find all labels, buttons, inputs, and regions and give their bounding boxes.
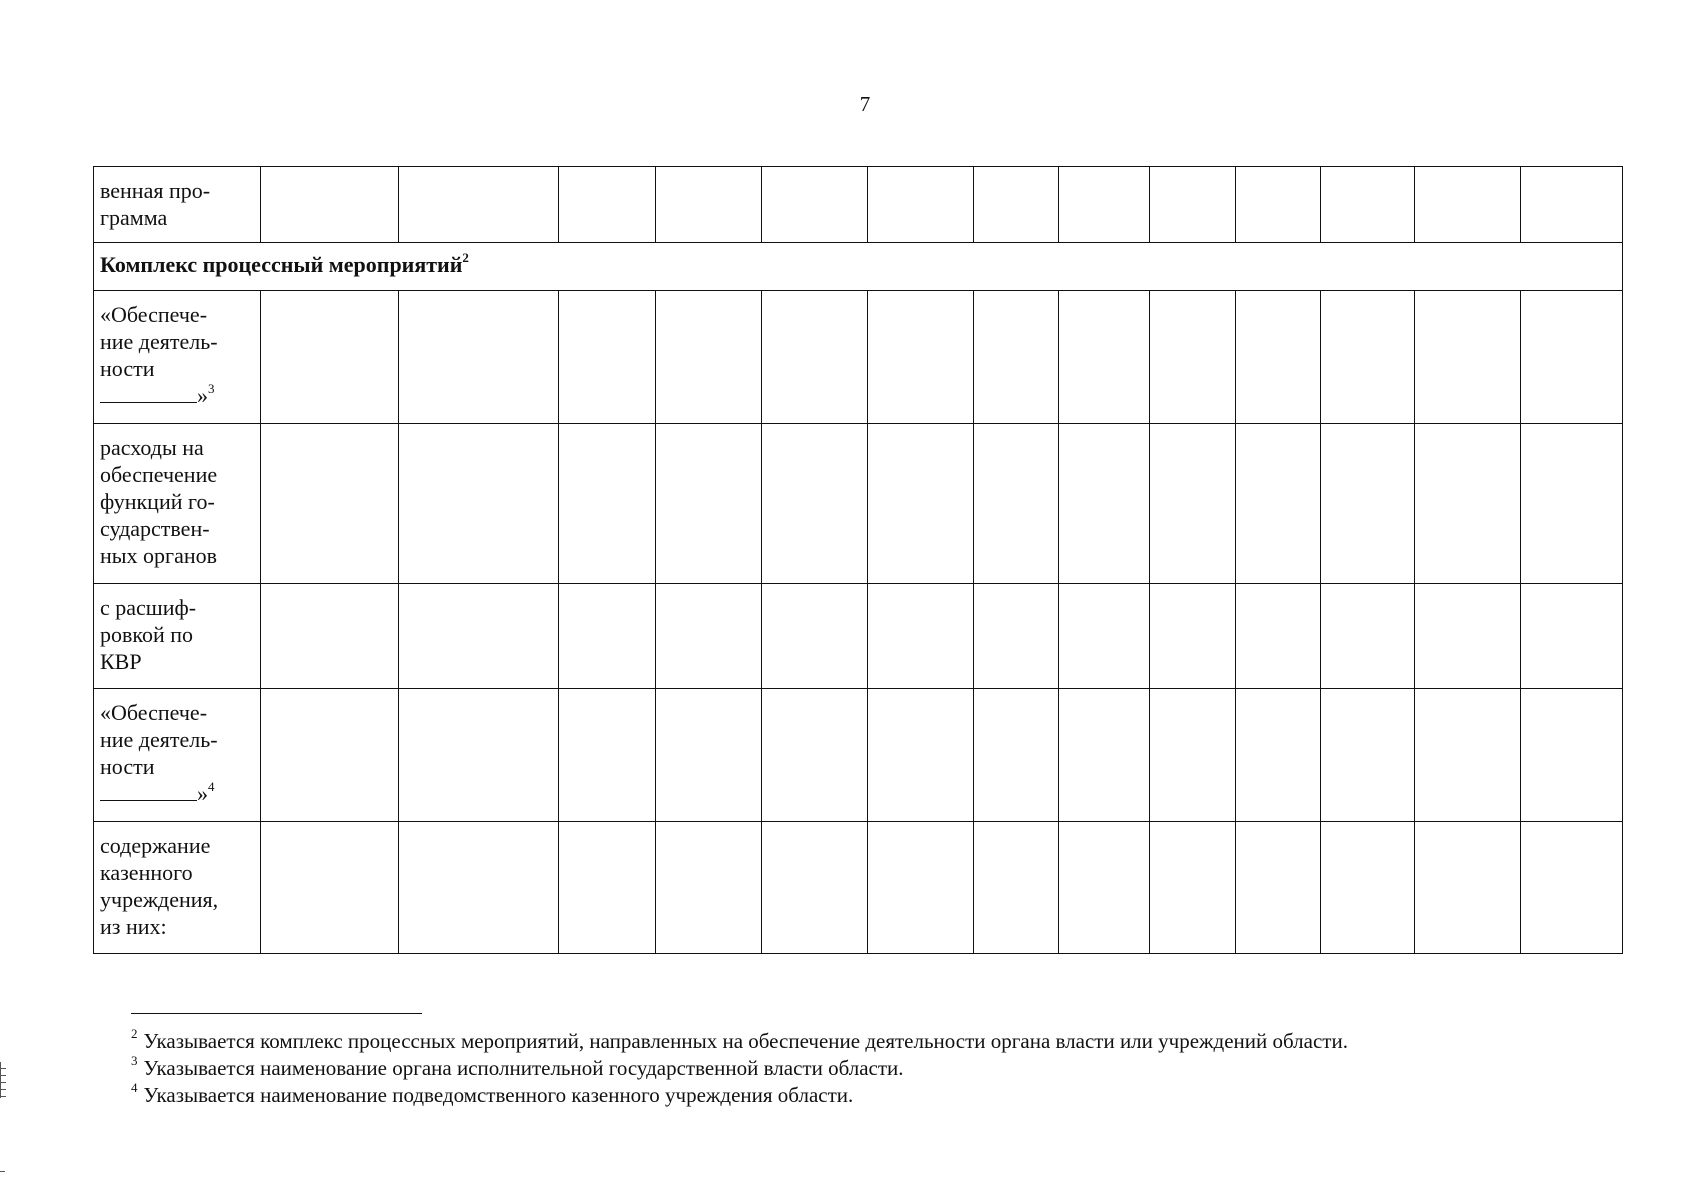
page-number: 7 xyxy=(859,92,871,116)
empty-cell xyxy=(973,167,1059,243)
row-label xyxy=(94,167,261,243)
empty-cell xyxy=(1521,424,1623,584)
empty-cell xyxy=(868,689,974,822)
row-label-text: венная про- грамма xyxy=(100,178,211,230)
row-label-text: расходы на обеспечение функций го- сударствен- ных органов xyxy=(100,435,218,568)
empty-cell xyxy=(973,291,1059,424)
empty-cell xyxy=(973,689,1059,822)
footnote-ref: 3 xyxy=(208,380,215,396)
empty-cell xyxy=(1521,584,1623,689)
empty-cell xyxy=(656,291,762,424)
empty-cell xyxy=(559,291,656,424)
empty-cell xyxy=(1150,584,1236,689)
empty-cell xyxy=(559,822,656,954)
empty-cell xyxy=(559,424,656,584)
empty-cell xyxy=(1059,424,1150,584)
empty-cell xyxy=(1415,584,1521,689)
section-heading-text: Комплекс процессный мероприятий xyxy=(100,252,463,277)
empty-cell xyxy=(1150,822,1236,954)
empty-cell xyxy=(762,822,868,954)
empty-cell xyxy=(1415,689,1521,822)
footnote-separator xyxy=(131,1013,422,1014)
empty-cell xyxy=(1059,291,1150,424)
empty-cell xyxy=(260,822,398,954)
footnote-text: Указывается комплекс процессных мероприятий, направленных на обеспечение деятельности органа власти или учреждений области. xyxy=(143,1029,1348,1053)
blank-fill-line xyxy=(100,382,197,403)
empty-cell xyxy=(656,424,762,584)
empty-cell xyxy=(762,424,868,584)
empty-cell xyxy=(868,424,974,584)
empty-cell xyxy=(868,822,974,954)
footnote-text: Указывается наименование органа исполнительной государственной власти области. xyxy=(143,1056,904,1080)
empty-cell xyxy=(656,584,762,689)
empty-cell xyxy=(973,822,1059,954)
row-label-text: с расшиф- ровкой по КВР xyxy=(100,595,197,674)
empty-cell xyxy=(1059,584,1150,689)
empty-cell xyxy=(559,584,656,689)
empty-cell xyxy=(1059,689,1150,822)
table-row xyxy=(94,584,1623,689)
empty-cell xyxy=(1150,689,1236,822)
empty-cell xyxy=(1521,291,1623,424)
row-label xyxy=(94,822,261,954)
row-label xyxy=(94,584,261,689)
empty-cell xyxy=(1321,167,1415,243)
budget-table xyxy=(93,166,1623,954)
empty-cell xyxy=(1235,291,1321,424)
empty-cell xyxy=(1235,822,1321,954)
blank-fill-line xyxy=(100,780,197,801)
empty-cell xyxy=(1415,424,1521,584)
empty-cell xyxy=(1321,291,1415,424)
row-label-text: содержание казенного учреждения, из них: xyxy=(100,833,219,939)
empty-cell xyxy=(973,584,1059,689)
margin-tick xyxy=(0,1171,5,1172)
empty-cell xyxy=(1321,689,1415,822)
empty-cell xyxy=(762,291,868,424)
table-row xyxy=(94,689,1623,822)
empty-cell xyxy=(398,424,558,584)
section-heading xyxy=(94,243,1623,291)
empty-cell xyxy=(762,167,868,243)
empty-cell xyxy=(1415,291,1521,424)
empty-cell xyxy=(260,424,398,584)
empty-cell xyxy=(868,291,974,424)
footnote-ref: 4 xyxy=(208,778,215,794)
empty-cell xyxy=(656,822,762,954)
row-label xyxy=(94,424,261,584)
row-label xyxy=(94,291,261,424)
empty-cell xyxy=(398,822,558,954)
footnote-4 xyxy=(131,1082,1631,1109)
empty-cell xyxy=(1521,689,1623,822)
empty-cell xyxy=(656,689,762,822)
table-row xyxy=(94,167,1623,243)
footnote-mark: 2 xyxy=(131,1026,138,1041)
empty-cell xyxy=(1150,291,1236,424)
footnote-ref: 2 xyxy=(462,249,469,265)
footnotes xyxy=(131,1028,1631,1109)
empty-cell xyxy=(559,167,656,243)
footnote-text: Указывается наименование подведомственного казенного учреждения области. xyxy=(143,1083,854,1107)
empty-cell xyxy=(1521,167,1623,243)
empty-cell xyxy=(260,584,398,689)
empty-cell xyxy=(1321,822,1415,954)
empty-cell xyxy=(260,291,398,424)
empty-cell xyxy=(1415,822,1521,954)
empty-cell xyxy=(1150,167,1236,243)
empty-cell xyxy=(1415,167,1521,243)
empty-cell xyxy=(260,689,398,822)
empty-cell xyxy=(1321,584,1415,689)
empty-cell xyxy=(1235,167,1321,243)
row-label-text: «Обеспече- ние деятель- ности xyxy=(100,700,218,779)
empty-cell xyxy=(1059,822,1150,954)
empty-cell xyxy=(868,584,974,689)
empty-cell xyxy=(762,689,868,822)
empty-cell xyxy=(1235,584,1321,689)
empty-cell xyxy=(398,584,558,689)
empty-cell xyxy=(1521,822,1623,954)
row-label-text: «Обеспече- ние деятель- ности xyxy=(100,302,218,381)
footnote-3 xyxy=(131,1055,1631,1082)
empty-cell xyxy=(656,167,762,243)
empty-cell xyxy=(398,167,558,243)
empty-cell xyxy=(260,167,398,243)
footnote-mark: 3 xyxy=(131,1053,138,1068)
table-row xyxy=(94,822,1623,954)
empty-cell xyxy=(398,291,558,424)
empty-cell xyxy=(1235,424,1321,584)
empty-cell xyxy=(559,689,656,822)
table-row xyxy=(94,291,1623,424)
binding-margin-marks xyxy=(0,1062,7,1098)
closing-quote: » xyxy=(197,383,208,408)
footnote-mark: 4 xyxy=(131,1080,138,1095)
empty-cell xyxy=(1150,424,1236,584)
row-label xyxy=(94,689,261,822)
closing-quote: » xyxy=(197,781,208,806)
empty-cell xyxy=(1321,424,1415,584)
empty-cell xyxy=(762,584,868,689)
empty-cell xyxy=(1059,167,1150,243)
footnote-2 xyxy=(131,1028,1631,1055)
empty-cell xyxy=(1235,689,1321,822)
empty-cell xyxy=(398,689,558,822)
empty-cell xyxy=(973,424,1059,584)
table-row xyxy=(94,424,1623,584)
empty-cell xyxy=(868,167,974,243)
section-row xyxy=(94,243,1623,291)
